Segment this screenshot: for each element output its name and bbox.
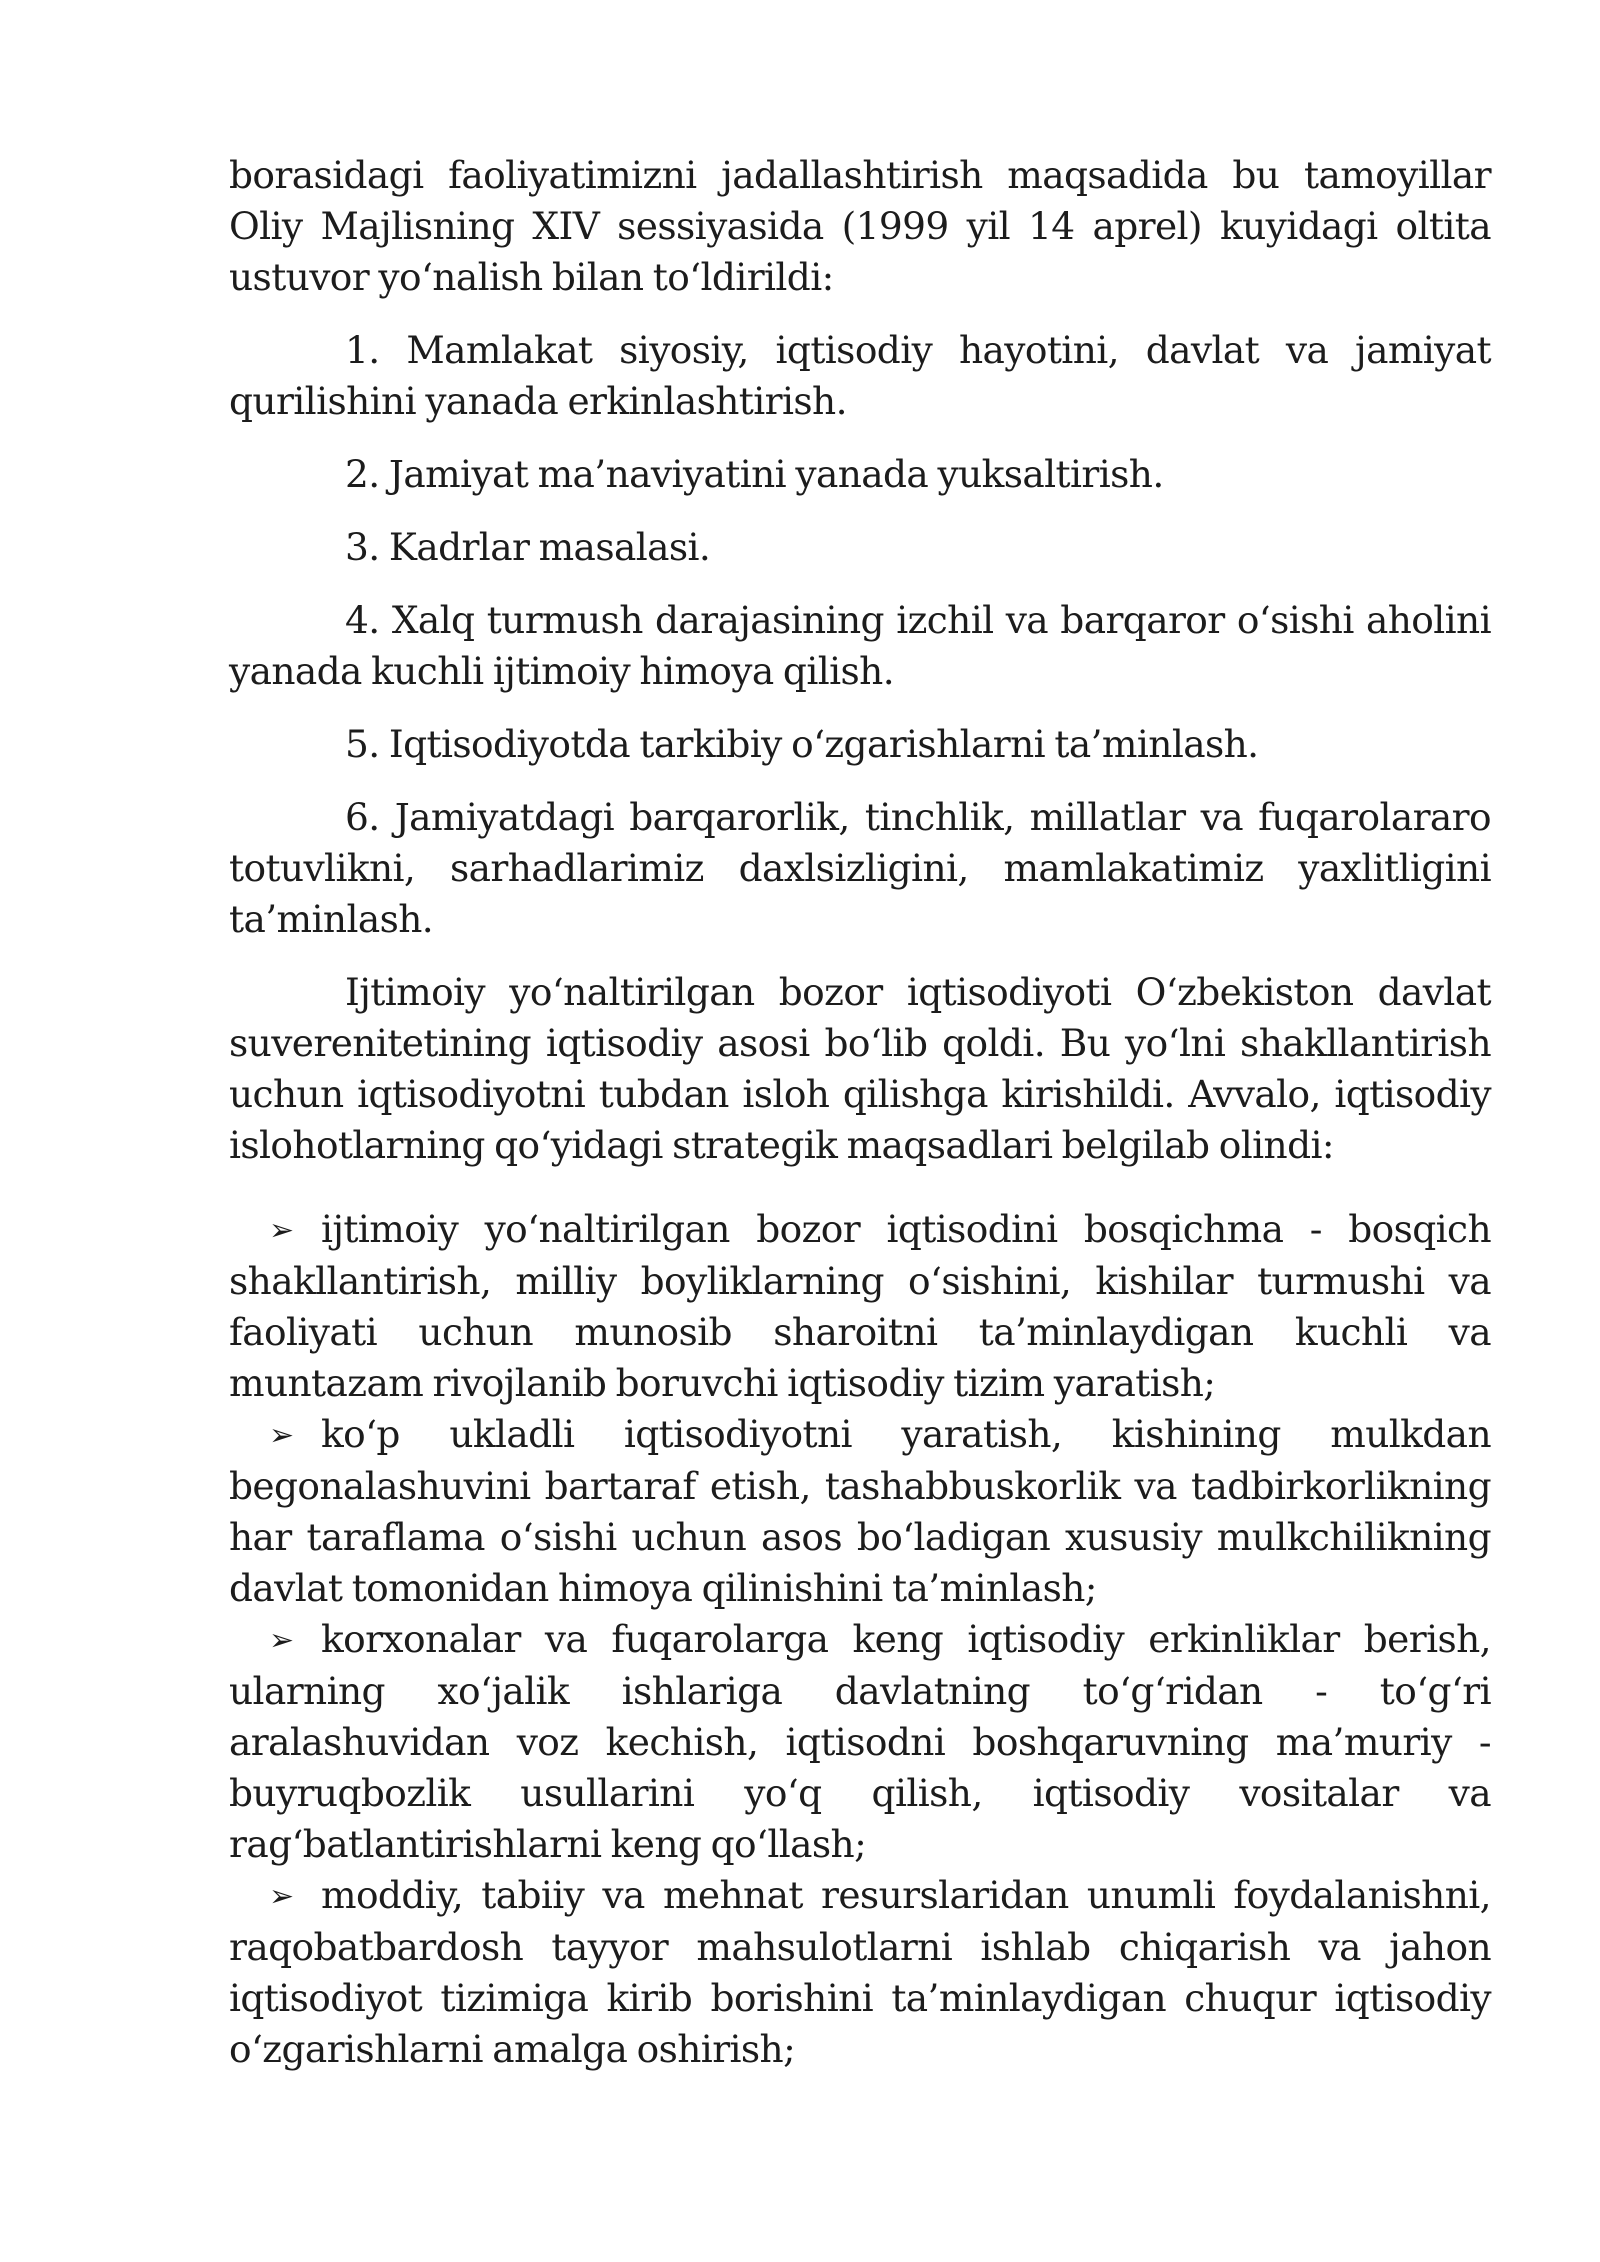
goals-list <box>229 1204 1491 2075</box>
arrow-bullet-icon: ➢ <box>269 1418 294 1453</box>
goal-item-2 <box>229 1409 1491 1614</box>
arrow-bullet-icon: ➢ <box>269 1879 294 1914</box>
priority-item-5: 5. Iqtisodiyotda tarkibiy o‘zgarishlarni ta’minlash. <box>345 722 1259 766</box>
priority-item-6: 6. Jamiyatdagi barqarorlik, tinchlik, millatlar va fuqarolararo totuvlikni, sarhadlarimiz daxlsizligini, mamlakatimiz yaxlitligini ta’minlash. <box>229 795 1491 941</box>
priority-item-2: 2. Jamiyat ma’naviyatini yanada yuksaltirish. <box>345 452 1164 496</box>
goal-item-4 <box>229 1870 1491 2075</box>
goal-item-3 <box>229 1614 1491 1870</box>
goal-text: moddiy, tabiiy va mehnat resurslaridan unumli foydalanishni, raqobatbardosh tayyor mahsulotlarni ishlab chiqarish va jahon iqtisodiyot tizimiga kirib borishini ta’minlaydigan chuqur iqtisodiy o‘zgarishlarni amalga oshirish; <box>229 1873 1491 2071</box>
goal-text: ijtimoiy yo‘naltirilgan bozor iqtisodini bosqichma - bosqich shakllantirish, milliy boyliklarning o‘sishini, kishilar turmushi va faoliyati uchun munosib sharoitni ta’minlaydigan kuchli va muntazam rivojlanib boruvchi iqtisodiy tizim yaratish; <box>229 1207 1491 1405</box>
priority-item-3: 3. Kadrlar masalasi. <box>345 525 711 569</box>
priority-item-1: 1. Mamlakat siyosiy, iqtisodiy hayotini, davlat va jamiyat qurilishini yanada erkinlashtirish. <box>229 328 1491 423</box>
goal-item-1 <box>229 1204 1491 1409</box>
intro-paragraph: borasidagi faoliyatimizni jadallashtirish maqsadida bu tamoyillar Oliy Majlisning XIV sessiyasida (1999 yil 14 aprel) kuyidagi oltita ustuvor yo‘nalish bilan to‘ldirildi: <box>229 153 1491 299</box>
arrow-bullet-icon: ➢ <box>269 1213 294 1248</box>
document-page <box>229 150 1491 2075</box>
body-paragraph: Ijtimoiy yo‘naltirilgan bozor iqtisodiyoti O‘zbekiston davlat suverenitetining iqtisodiy asosi bo‘lib qoldi. Bu yo‘lni shakllantirish uchun iqtisodiyotni tubdan isloh qilishga kirishildi. Avvalo, iqtisodiy islohotlarning qo‘yidagi strategik maqsadlari belgilab olindi: <box>229 970 1491 1167</box>
goal-text: korxonalar va fuqarolarga keng iqtisodiy erkinliklar berish, ularning xo‘jalik ishlariga davlatning to‘g‘ridan - to‘g‘ri aralashuvidan voz kechish, iqtisodni boshqaruvning ma’muriy - buyruqbozlik usullarini yo‘q qilish, iqtisodiy vositalar va rag‘batlantirishlarni keng qo‘llash; <box>229 1617 1491 1866</box>
priority-item-4: 4. Xalq turmush darajasining izchil va barqaror o‘sishi aholini yanada kuchli ijtimoiy himoya qilish. <box>229 598 1491 693</box>
arrow-bullet-icon: ➢ <box>269 1623 294 1658</box>
goal-text: ko‘p ukladli iqtisodiyotni yaratish, kishining mulkdan begonalashuvini bartaraf etish, tashabbuskorlik va tadbirkorlikning har taraflama o‘sishi uchun asos bo‘ladigan xususiy mulkchilikning davlat tomonidan himoya qilinishini ta’minlash; <box>229 1412 1491 1610</box>
